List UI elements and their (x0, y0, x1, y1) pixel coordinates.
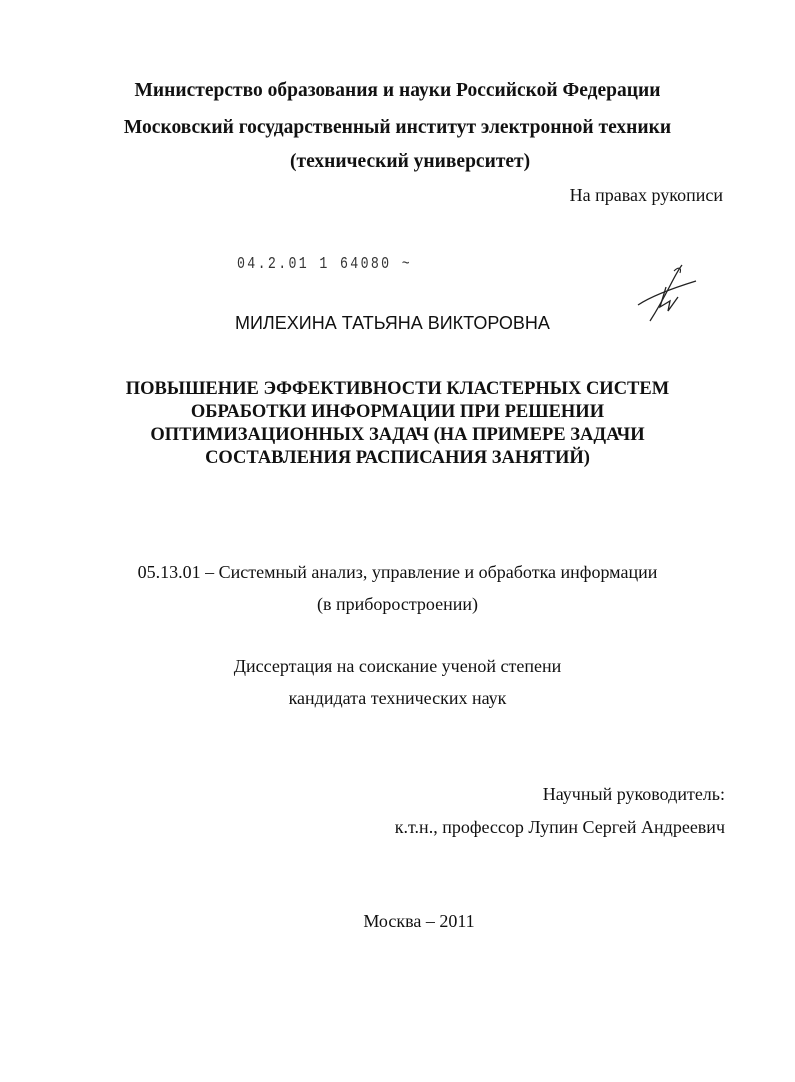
supervisor-name: к.т.н., профессор Лупин Сергей Андреевич (394, 817, 725, 837)
title-line: СОСТАВЛЕНИЯ РАСПИСАНИЯ ЗАНЯТИЙ) (205, 448, 590, 468)
degree-statement: Диссертация на соискание ученой степени (233, 656, 562, 676)
ministry-heading: Министерство образования и науки Российской Федерации (134, 80, 661, 101)
title-line: ОБРАБОТКИ ИНФОРМАЦИИ ПРИ РЕШЕНИИ (190, 402, 605, 422)
manuscript-rights: На правах рукописи (569, 185, 723, 205)
signature-icon (630, 263, 700, 323)
dissertation-title (0, 378, 795, 470)
specialty-code: 05.13.01 – Системный анализ, управление и обработка информации (137, 562, 658, 582)
institute-heading: Московский государственный институт электронной техники (123, 117, 672, 138)
specialty-field: (в приборостроении) (316, 594, 479, 614)
title-line: ОПТИМИЗАЦИОННЫХ ЗАДАЧ (НА ПРИМЕРЕ ЗАДАЧИ (150, 425, 645, 445)
university-type: (технический университет) (290, 151, 531, 172)
author-name: МИЛЕХИНА ТАТЬЯНА ВИКТОРОВНА (235, 313, 550, 333)
supervisor-label: Научный руководитель: (542, 784, 725, 804)
city-year: Москва – 2011 (363, 911, 475, 931)
registration-stamp: 04.2.01 1 64080 ~ (237, 255, 413, 274)
degree-name: кандидата технических наук (288, 688, 507, 708)
title-line: ПОВЫШЕНИЕ ЭФФЕКТИВНОСТИ КЛАСТЕРНЫХ СИСТЕМ (125, 379, 670, 399)
